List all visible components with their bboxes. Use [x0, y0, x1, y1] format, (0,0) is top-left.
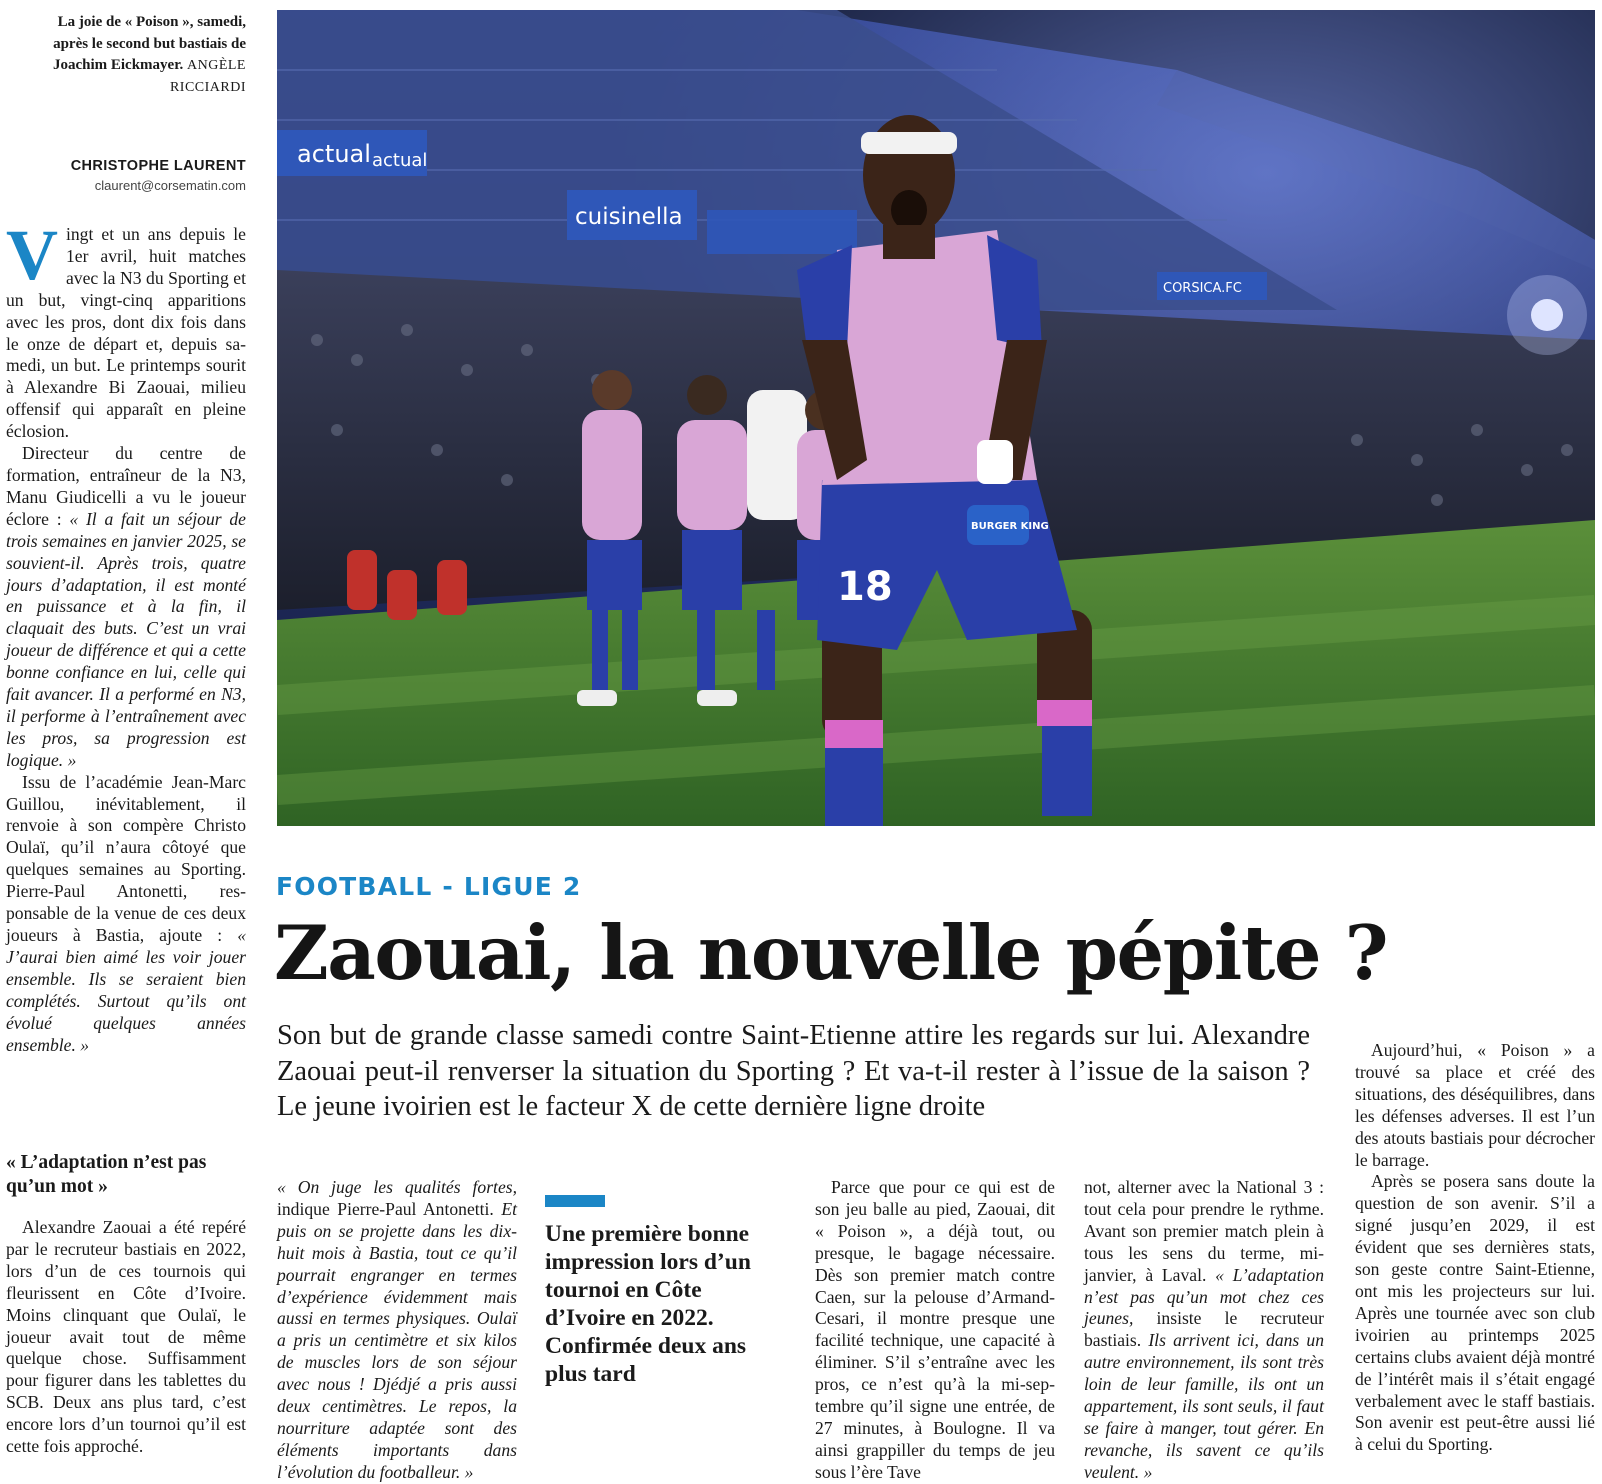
svg-text:actual: actual: [297, 140, 371, 168]
drop-cap: V: [6, 215, 58, 295]
photo-credit: ANGÈLE RICCIARDI: [169, 58, 246, 95]
paragraph: Issu de l’académie Jean-Marc Guillou, inévitablement, il renvoie à son compère Christo Oulaï, qu’il n’aura côtoyé que quelques semaines au Sporting. Pierre-Paul Antonetti, responsable de la venue de ces deux joueurs à Bastia, ajoute : « J’aurai bien aimé les voir jouer ensemble. Ils se seraient bien complétés. Surtout qu’ils ont évolué quelques années ensemble. »: [6, 771, 246, 1055]
article-column-4: [1084, 1177, 1324, 1484]
quote: « J’aurai bien aimé les voir jouer ensemble. Ils se seraient bien complétés. Surtout qu’ils ont évolué quelques années ensemble. »: [6, 925, 246, 1055]
article-column-2: [277, 1177, 517, 1484]
article-column-1-continued: [6, 1217, 246, 1458]
paragraph: Directeur du centre de formation, entraîneur de la N3, Manu Giudicelli a vu le joueur éclore : « Il a fait un séjour de trois semaines en janvier 2025, se souvient-il. Après trois, quatre jours d’adaptation, il est monté en puissance et à la fin, il claquait des buts. C’est un vrai joueur de différence et qui a cette bonne confiance en lui, celle qui fait avancer. Il a performé en N3, il performe à l’entraînement avec les pros, sa progression est logique. »: [6, 443, 246, 770]
svg-text:BURGER KING: BURGER KING: [971, 521, 1049, 532]
svg-text:18: 18: [837, 564, 893, 610]
svg-text:cuisinella: cuisinella: [575, 204, 683, 230]
author-name: CHRISTOPHE LAURENT: [70, 158, 246, 174]
photo-caption: [22, 12, 246, 98]
paragraph: Après se posera sans doute la question de son avenir. S’il a signé jusqu’en 2029, il est évident que ses dernières stats, son geste contre Saint-Etienne, ont mis les projecteurs sur lui. Après une tournée avec son club ivoirien au printemps 2025 certains clubs avaient déjà montré de l’intérêt mais il s’était engagé verbalement avec le staff bastiais. Son avenir est peut-être aussi lié à celui du Sporting.: [1355, 1171, 1595, 1455]
pullquote: Une première bonne impression lors d’un tournoi en Côte d’Ivoire en 2022. Confirmée deux ans plus tard: [545, 1221, 751, 1387]
byline: [22, 158, 246, 193]
article-column-1: [6, 215, 246, 1056]
section-subhead: « L’adaptation n’est pas qu’un mot »: [6, 1152, 207, 1197]
paragraph: Alexandre Zaouai a été repéré par le recruteur bastiais en 2022, lors d’un de ces tournois qui fleurissent en Côte d’Ivoire. Moins clinquant que Oulaï, le joueur avait tout de même quelque chose. Suffisamment pour figurer dans les tablettes du SCB. Deux ans plus tard, c’est encore lors d’un tournoi qu’il est cette fois approché.: [6, 1217, 246, 1457]
article-photo: [277, 10, 1595, 826]
svg-text:CORSICA.FC: CORSICA.FC: [1163, 281, 1242, 296]
stadium-celebration-image: [277, 10, 1595, 826]
headline: Zaouai, la nouvelle pépite ?: [274, 909, 1388, 997]
section-kicker: FOOTBALL - LIGUE 2: [276, 872, 582, 901]
paragraph: Vingt et un ans depuis le 1er avril, huit matches avec la N3 du Sporting et un but, vingt-cinq apparitions avec les pros, dont dix fois dans le onze de départ et, depuis samedi, un but. Le printemps sourit à Alexandre Bi Zaouai, milieu offensif qui apparaît en pleine éclosion.: [6, 215, 246, 442]
caption-text: La joie de « Poison », samedi, après le second but bastiais de Joachim Eickmayer.: [52, 14, 246, 73]
paragraph: « On juge les qualités fortes, indique Pierre-Paul Antonetti. Et puis on se projette dans les dix-huit mois à Bastia, tout ce qu’il pourrait engranger en termes d’expérience évidemment mais aussi en termes physiques. Oulaï a pris un centimètre et six kilos de muscles lors de son séjour avec nous ! Djédjé a pris aussi deux centimètres. Le repos, la nourriture adaptée sont des éléments importants dans l’évolution du footballeur. »: [277, 1177, 517, 1482]
paragraph: not, alterner avec la National 3 : tout cela pour prendre le rythme. Avant son premier match plein à tous les sens du terme, mi-janvier, à Laval. « L’adaptation n’est pas qu’un mot chez ces jeunes, insiste le recruteur bastiais. Ils arrivent ici, dans un autre environnement, ils sont très loin de leur famille, ils ont un appartement, ils sont seuls, il faut se faire à manger, tout gérer. En revanche, ils savent ce qu’ils veulent. »: [1084, 1177, 1324, 1482]
paragraph: Parce que pour ce qui est de son jeu balle au pied, Zaouai, dit « Poison », a déjà tout, ou presque, le bagage nécessaire. Dès son premier match contre Caen, sur la pelouse d’Armand-Cesari, il montre presque une facilité technique, une capacité à éliminer. S’il s’entraîne avec les pros, ce n’est qu’à la mi-septembre qu’il signe une entrée, de 27 minutes, à Boulogne. Il va ainsi grappiller du temps de jeu sous l’ère Tave: [815, 1177, 1055, 1482]
paragraph: Aujourd’hui, « Poison » a trouvé sa place et créé des situations, des déséquilibres, dans les défenses adverses. Il est l’un des atouts bastiais pour décrocher le barrage.: [1355, 1040, 1595, 1170]
svg-text:actual: actual: [372, 150, 428, 171]
article-column-3: [815, 1177, 1055, 1484]
author-email[interactable]: claurent@corsematin.com: [94, 178, 246, 193]
ad-board: [707, 210, 857, 254]
article-column-5: [1355, 1040, 1595, 1456]
standfirst: Son but de grande classe samedi contre Saint-Etienne attire les regards sur lui. Alexandre Zaouai peut-il renverser la situation du Sporting ? Et va-t-il rester à l’issue de la saison ? Le jeune ivoirien est le facteur X de cette dernière ligne droite: [277, 1020, 1310, 1122]
quote: « Il a fait un séjour de trois semaines en janvier 2025, se souvient-il. Après trois, quatre jours d’adaptation, il est monté en puissance et à la fin, il claquait des buts. C’est un vrai joueur de différence et qui a cette bonne confiance en lui, celle qui fait avancer. Il a performé en N3, il performe à l’entraînement avec les pros, sa progression est logique. »: [6, 508, 246, 770]
pullquote-accent-bar: [545, 1195, 605, 1207]
